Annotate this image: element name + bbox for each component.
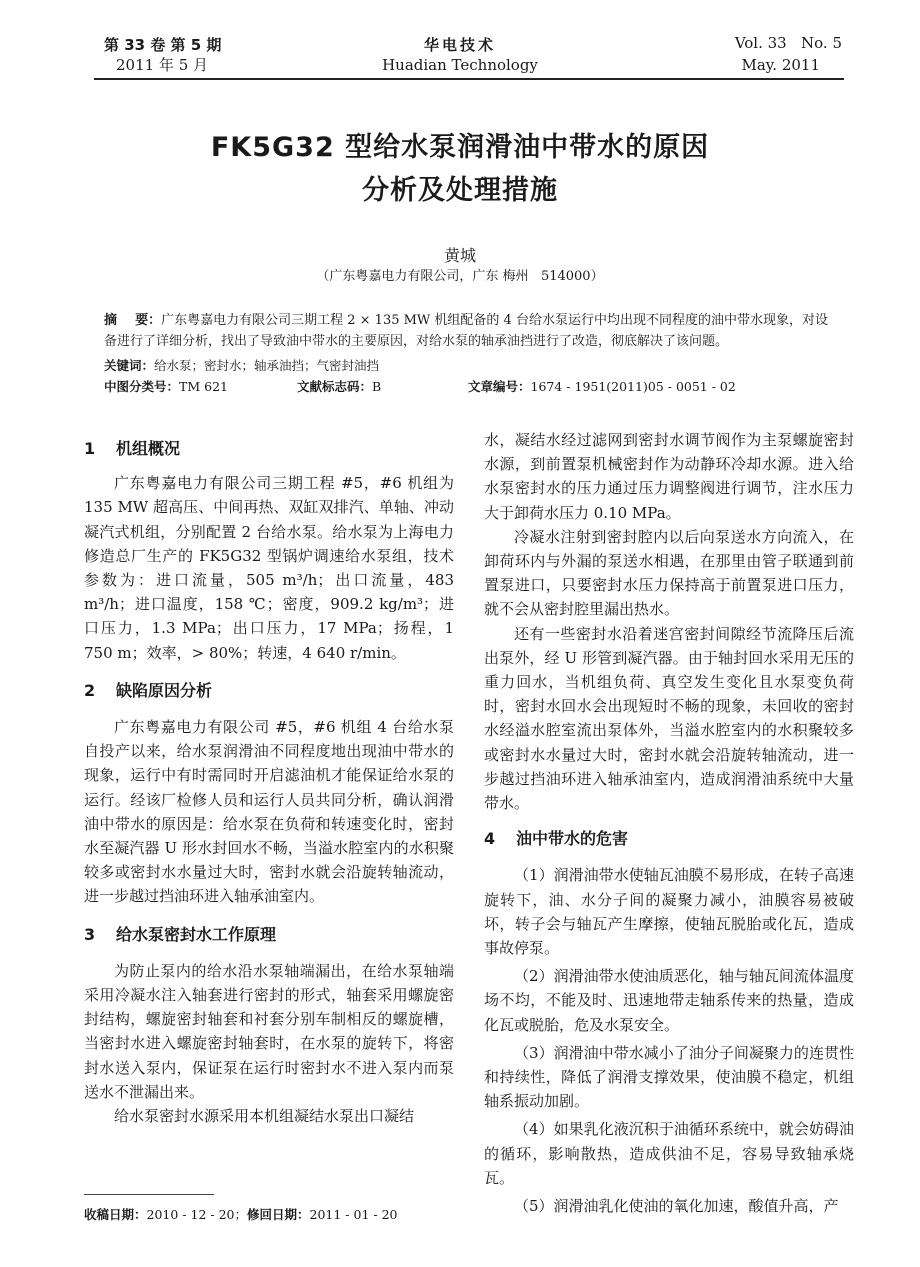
doc-label: 文献标志码： [297,379,373,394]
section-4-title: 油中带水的危害 [516,829,629,849]
clc-number [104,378,228,396]
header-volume: Vol. 33 No. 5 [734,34,842,52]
header-issue: 第 33 卷 第 5 期 [104,36,222,54]
revised-date: 2011 - 01 - 20 [309,1207,398,1222]
keywords-label: 关键词： [104,358,155,373]
section-4-heading [484,827,854,851]
hazard-item-3: （3）润滑油中带水减小了油分子间凝聚力的连贯性和持续性，降低了润滑支撑效果，使油膜不稳定，机组轴系振动加剧。 [484,1043,854,1111]
section-4-number: 4 [484,829,496,849]
hazard-item-4: （4）如果乳化液沉积于油循环系统中，就会妨碍油的循环，影响散热，造成供油不足，容易导致轴承烧瓦。 [484,1120,854,1187]
section-3-paragraph-4: 还有一些密封水沿着迷宫密封间隙经节流降压后流出泵外，经 U 形管到凝汽器。由于轴封回水采用无压的重力回水，当机组负荷、真空发生变化且水泵变负荷时，密封水回水会出现短时不畅的现象，未回收的密封水经溢水腔室流出泵体外，当溢水腔室内的水积聚较多或密封水水量过大时，密封水就会沿旋转轴流动，进一步越过挡油环进入轴承油室内，造成润滑油系统中大量带水。 [484,624,854,813]
header-date-en: May. 2011 [741,56,820,74]
author: 黄城 [443,246,476,265]
article-label: 文章编号： [468,379,531,394]
abstract-label: 摘 要： [104,313,162,328]
keywords-text: 给水泵；密封水；轴承油挡；气密封油挡 [154,358,380,373]
footnote-rule [84,1194,214,1195]
hazard-item-5: （5）润滑油乳化使油的氧化加速，酸值升高，产 [514,1197,839,1216]
section-3-paragraph-2: 给水泵密封水源采用本机组凝结水泵出口凝结 [114,1107,415,1126]
section-3-heading [84,923,454,947]
section-2-paragraph: 广东粤嘉电力有限公司 #5，#6 机组 4 台给水泵自投产以来，给水泵润滑油不同程度地出现油中带水的现象，运行中有时需同时开启滤油机才能保证给水泵的运行。经该厂检修人员和运行人员共同分析，确认润滑油中带水的原因是：给水泵在负荷和转速变化时，密封水至凝汽器 U 形水封回水不畅，当溢水腔室内的水积聚较多或密封水水量过大时，密封水就会沿旋转轴流动，进一步越过挡油环进入轴承油室内。 [84,718,454,906]
section-2-title: 缺陷原因分析 [116,680,213,700]
section-3-paragraph-1: 为防止泵内的给水沿水泵轴端漏出，在给水泵轴端采用冷凝水注入轴套进行密封的形式，轴套采用螺旋密封结构，螺旋密封轴套和衬套分别车制相反的螺旋槽，当密封水进入螺旋密封轴套时，在水泵的旋转下，将密封水送入泵内，保证泵在运行时密封水不进入泵内而泵送水不泄漏出来。 [84,961,454,1101]
doc-value: B [372,379,382,394]
hazard-item-2: （2）润滑油带水使油质恶化，轴与轴瓦间流体温度场不均，不能及时、迅速地带走轴系传来的热量，造成化瓦或脱胎，危及水泵安全。 [484,967,854,1034]
section-1-title: 机组概况 [116,439,181,458]
hazard-item-1: （1）润滑油带水使轴瓦油膜不易形成，在转子高速旋转下，油、水分子间的凝聚力减小，油膜容易被破坏，转子会与轴瓦产生摩擦，使轴瓦脱胎或化瓦，造成事故停泵。 [484,866,854,958]
affiliation: （广东粤嘉电力有限公司，广东 梅州 514000） [316,269,604,284]
right-column [484,428,854,1218]
footnote-separator: ； [234,1207,247,1222]
title-line-1: FK5G32 型给水泵润滑油中带水的原因 [210,132,710,163]
section-1-paragraph: 广东粤嘉电力有限公司三期工程 #5，#6 机组为 135 MW 超高压、中间再热、双缸双排汽、单轴、冲动凝汽式机组，分别配置 2 台给水泵。给水泵为上海电力修造总厂生产的 FK5G32 型锅炉调速给水泵组，技术参数为：进口流量，505 m³/h；出口流量，483 m³/h；进口温度，158 ℃；密度，909.2 kg/m³；进口压力，1.3 MPa；出口压力，17 MPa；扬程，1 750 m；效率，> 80%；转速，4 640 r/min。 [84,474,454,662]
article-value: 1674 - 1951(2011)05 - 0051 - 02 [530,379,736,394]
received-label: 收稿日期： [84,1207,147,1222]
left-column [84,437,454,1128]
title-line-2: 分析及处理措施 [362,175,558,206]
revised-label: 修回日期： [247,1207,310,1222]
abstract [104,310,838,352]
section-3-title: 给水泵密封水工作原理 [116,924,277,944]
received-date: 2010 - 12 - 20 [146,1207,235,1222]
section-2-heading [84,679,454,703]
clc-value: TM 621 [179,379,228,394]
article-number [468,378,736,396]
header-journal-cn: 华电技术 [423,36,496,54]
footnote [84,1205,397,1223]
section-3-paragraph-3: 冷凝水注射到密封腔内以后向泵送水方向流入，在卸荷环内与外漏的泵送水相遇，在那里由管子联通到前置泵进口，只要密封水压力保持高于前置泵进口压力，就不会从密封腔里漏出热水。 [484,527,854,619]
section-3-paragraph-2-continued: 水，凝结水经过滤网到密封水调节阀作为主泵螺旋密封水源，到前置泵机械密封作为动静环冷却水源。进入给水泵密封水的压力通过压力调整阀进行调节，注水压力大于卸荷水压力 0.10 MPa。 [484,431,854,522]
section-1-number: 1 [84,439,96,458]
header-date-cn: 2011 年 5 月 [116,56,209,74]
header-journal-en: Huadian Technology [382,56,538,74]
clc-label: 中图分类号： [104,379,180,394]
section-3-number: 3 [84,924,96,944]
section-1-heading [84,437,454,461]
section-2-number: 2 [84,680,96,700]
header-rule [94,78,844,80]
doc-code [297,378,381,396]
keywords [104,357,379,375]
abstract-text: 广东粤嘉电力有限公司三期工程 2 × 135 MW 机组配备的 4 台给水泵运行中均出现不同程度的油中带水现象，对设备进行了详细分析，找出了导致油中带水的主要原因，对给水泵的轴承油挡进行了改造，彻底解决了该问题。 [104,313,828,349]
